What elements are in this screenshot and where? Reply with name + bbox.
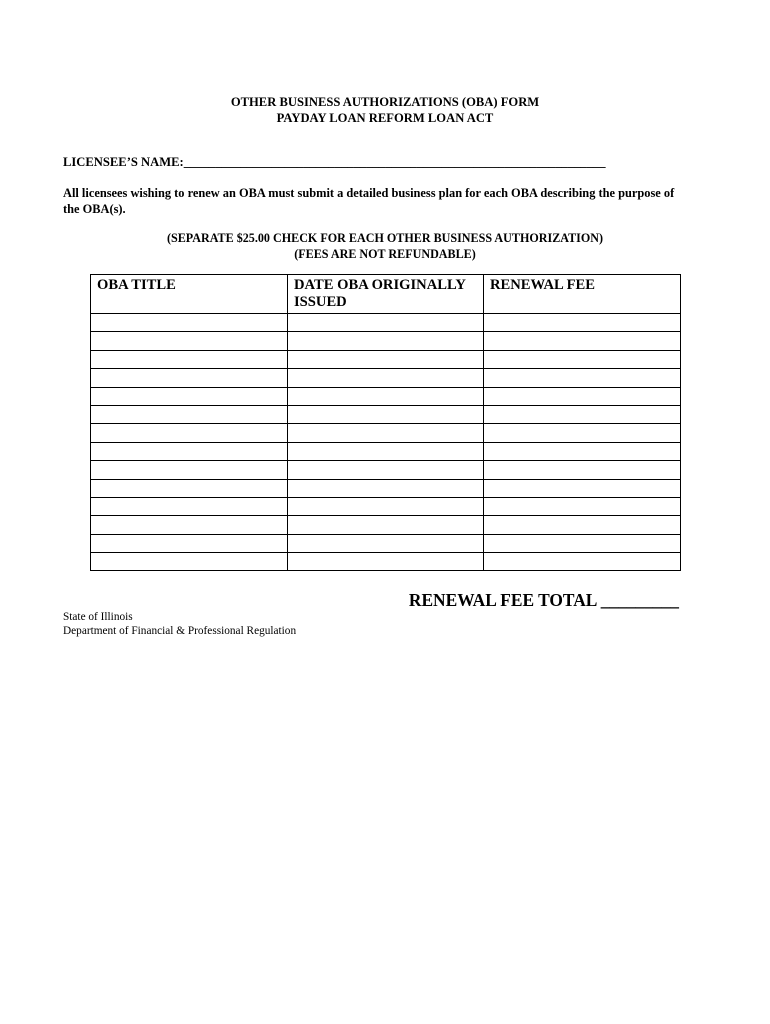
- table-row: [91, 534, 681, 552]
- form-title-line-1: OTHER BUSINESS AUTHORIZATIONS (OBA) FORM: [230, 95, 540, 109]
- date-issued-cell[interactable]: [288, 479, 484, 497]
- table-row: [91, 332, 681, 350]
- oba-title-cell[interactable]: [91, 314, 288, 332]
- oba-title-cell[interactable]: [91, 534, 288, 552]
- renewal-fee-cell[interactable]: [484, 405, 681, 423]
- oba-table: [90, 274, 681, 571]
- date-issued-cell[interactable]: [288, 553, 484, 571]
- date-issued-cell[interactable]: [288, 405, 484, 423]
- oba-title-cell[interactable]: [91, 461, 288, 479]
- renewal-fee-cell[interactable]: [484, 497, 681, 515]
- table-row: [91, 442, 681, 460]
- oba-table-header-row: [91, 275, 681, 314]
- date-issued-cell[interactable]: [288, 424, 484, 442]
- renewal-fee-cell[interactable]: [484, 350, 681, 368]
- oba-title-cell[interactable]: [91, 479, 288, 497]
- date-issued-cell[interactable]: [288, 442, 484, 460]
- table-row: [91, 479, 681, 497]
- renewal-fee-cell[interactable]: [484, 314, 681, 332]
- renewal-fee-header: RENEWAL FEE: [484, 275, 681, 314]
- oba-title-cell[interactable]: [91, 405, 288, 423]
- renewal-fee-cell[interactable]: [484, 534, 681, 552]
- agency-department: Department of Financial & Professional Regulation: [63, 625, 297, 637]
- form-title-line-2: PAYDAY LOAN REFORM LOAN ACT: [276, 110, 494, 125]
- date-issued-header: DATE OBA ORIGINALLY ISSUED: [288, 275, 484, 314]
- agency-footer: [63, 610, 296, 638]
- table-row: [91, 553, 681, 571]
- form-title: [0, 95, 770, 126]
- table-row: [91, 314, 681, 332]
- table-row: [91, 387, 681, 405]
- oba-title-cell[interactable]: [91, 442, 288, 460]
- renewal-fee-cell[interactable]: [484, 553, 681, 571]
- date-issued-cell[interactable]: [288, 461, 484, 479]
- renewal-fee-cell[interactable]: [484, 387, 681, 405]
- renewal-fee-cell[interactable]: [484, 516, 681, 534]
- table-row: [91, 369, 681, 387]
- oba-title-cell[interactable]: [91, 516, 288, 534]
- fee-note: [0, 231, 770, 262]
- table-row: [91, 405, 681, 423]
- table-row: [91, 350, 681, 368]
- date-issued-cell[interactable]: [288, 314, 484, 332]
- renewal-fee-cell[interactable]: [484, 479, 681, 497]
- date-issued-cell[interactable]: [288, 350, 484, 368]
- fee-note-line-1: (SEPARATE $25.00 CHECK FOR EACH OTHER BUSINESS AUTHORIZATION): [166, 231, 604, 245]
- table-row: [91, 516, 681, 534]
- fee-note-line-2: (FEES ARE NOT REFUNDABLE): [294, 246, 476, 261]
- table-row: [91, 424, 681, 442]
- date-issued-cell[interactable]: [288, 387, 484, 405]
- oba-title-cell[interactable]: [91, 350, 288, 368]
- renewal-fee-cell[interactable]: [484, 461, 681, 479]
- oba-title-cell[interactable]: [91, 387, 288, 405]
- instructions-paragraph: All licensees wishing to renew an OBA must submit a detailed business plan for each OBA describing the purpose of the OBA(s).: [63, 186, 675, 216]
- oba-title-cell[interactable]: [91, 424, 288, 442]
- renewal-fee-cell[interactable]: [484, 442, 681, 460]
- date-issued-cell[interactable]: [288, 497, 484, 515]
- table-row: [91, 497, 681, 515]
- oba-title-cell[interactable]: [91, 332, 288, 350]
- oba-table-body: [91, 314, 681, 571]
- date-issued-cell[interactable]: [288, 332, 484, 350]
- oba-title-cell[interactable]: [91, 497, 288, 515]
- date-issued-cell[interactable]: [288, 516, 484, 534]
- renewal-fee-cell[interactable]: [484, 332, 681, 350]
- date-issued-cell[interactable]: [288, 534, 484, 552]
- oba-title-header: OBA TITLE: [91, 275, 288, 314]
- licensee-name-field[interactable]: LICENSEE’S NAME:___________________________________________________________________: [63, 155, 606, 169]
- table-row: [91, 461, 681, 479]
- oba-title-cell[interactable]: [91, 553, 288, 571]
- renewal-fee-cell[interactable]: [484, 424, 681, 442]
- oba-title-cell[interactable]: [91, 369, 288, 387]
- renewal-fee-total[interactable]: RENEWAL FEE TOTAL _________: [408, 590, 679, 610]
- agency-state: State of Illinois: [63, 611, 133, 623]
- date-issued-cell[interactable]: [288, 369, 484, 387]
- renewal-fee-cell[interactable]: [484, 369, 681, 387]
